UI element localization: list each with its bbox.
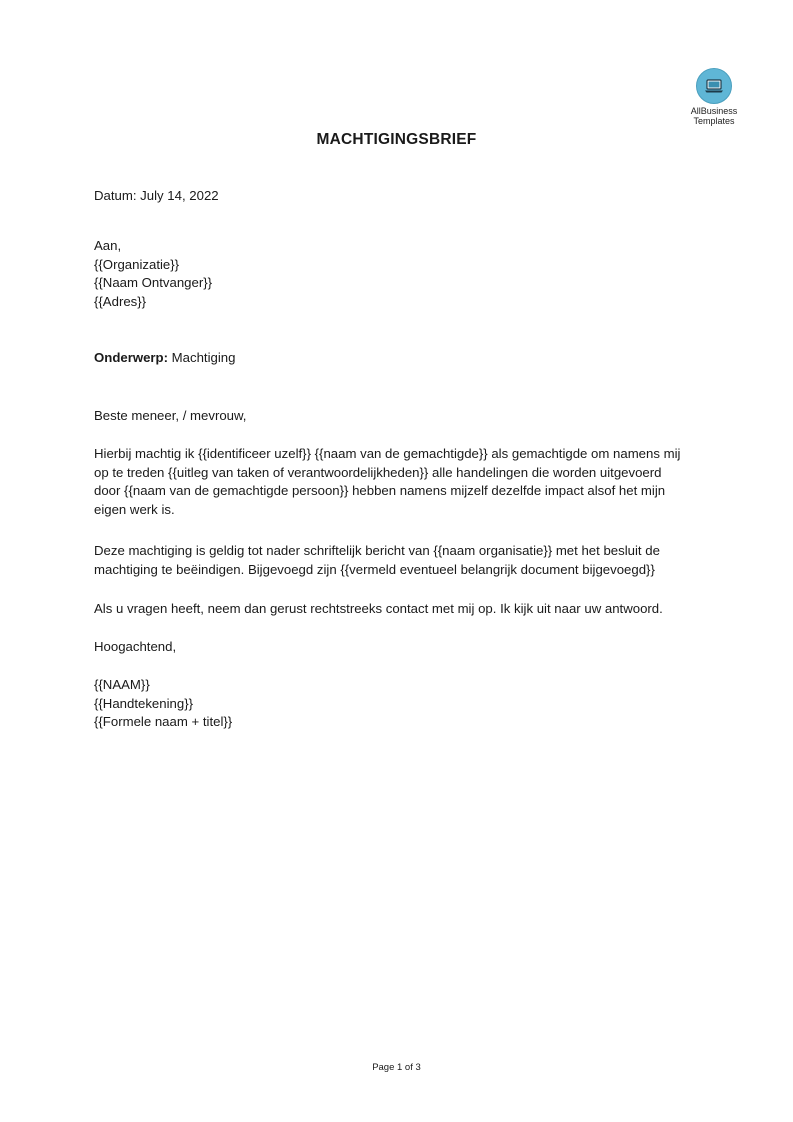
paragraph-2-line: Deze machtiging is geldig tot nader schriftelijk bericht van {{naam organisatie}} met het besluit de [94, 543, 660, 558]
subject-label: Onderwerp: [94, 350, 169, 365]
paragraph-1 [94, 445, 714, 519]
date-line [94, 187, 714, 206]
recipient-address: {{Adres}} [94, 293, 147, 309]
signature-name: {{NAAM}} [94, 677, 150, 692]
paragraph-1-line: eigen werk is. [94, 501, 175, 517]
logo-text [691, 106, 738, 126]
paragraph-1-line: Hierbij machtig ik {{identificeer uzelf}} {{naam van de gemachtigde}} als gemachtigde om namens mij [94, 446, 681, 461]
paragraph-2 [94, 542, 714, 579]
subject-line [94, 349, 714, 368]
allbusiness-logo [678, 68, 750, 126]
closing [94, 638, 714, 657]
signature-formal-name: {{Formele naam + titel}} [94, 714, 233, 729]
laptop-icon [696, 68, 732, 104]
paragraph-1-line: door {{naam van de gemachtigde persoon}} hebben namens mijzelf dezelfde impact alsof het mijn [94, 483, 666, 498]
salutation [94, 407, 714, 426]
recipient-organization: {{Organizatie}} [94, 256, 180, 272]
paragraph-3 [94, 600, 714, 619]
date: Datum: July 14, 2022 [94, 188, 219, 203]
subject-value: Machtiging [168, 350, 236, 365]
recipient-greeting: Aan, [94, 238, 122, 253]
closing-text: Hoogachtend, [94, 639, 177, 654]
paragraph-3-text: Als u vragen heeft, neem dan gerust rechtstreeks contact met mij op. Ik kijk uit naar uw antwoord. [94, 601, 663, 616]
page-number: Page 1 of 3 [372, 1062, 421, 1073]
document-title: MACHTIGINGSBRIEF [316, 131, 477, 148]
recipient-name: {{Naam Ontvanger}} [94, 275, 213, 290]
paragraph-1-line: op te treden {{uitleg van taken of verantwoordelijkheden}} alle handelingen die worden uitgevoerd [94, 464, 662, 480]
signature-block [94, 676, 714, 732]
paragraph-2-line: machtiging te beëindigen. Bijgevoegd zijn {{vermeld eventueel belangrijk document bijgevoegd}} [94, 561, 655, 577]
subject [94, 349, 714, 368]
salutation-text: Beste meneer, / mevrouw, [94, 408, 247, 423]
recipient-block [94, 237, 714, 311]
signature-handtekening: {{Handtekening}} [94, 695, 194, 711]
logo-line-2: Templates [693, 116, 735, 126]
logo-line-1: AllBusiness [690, 106, 738, 116]
